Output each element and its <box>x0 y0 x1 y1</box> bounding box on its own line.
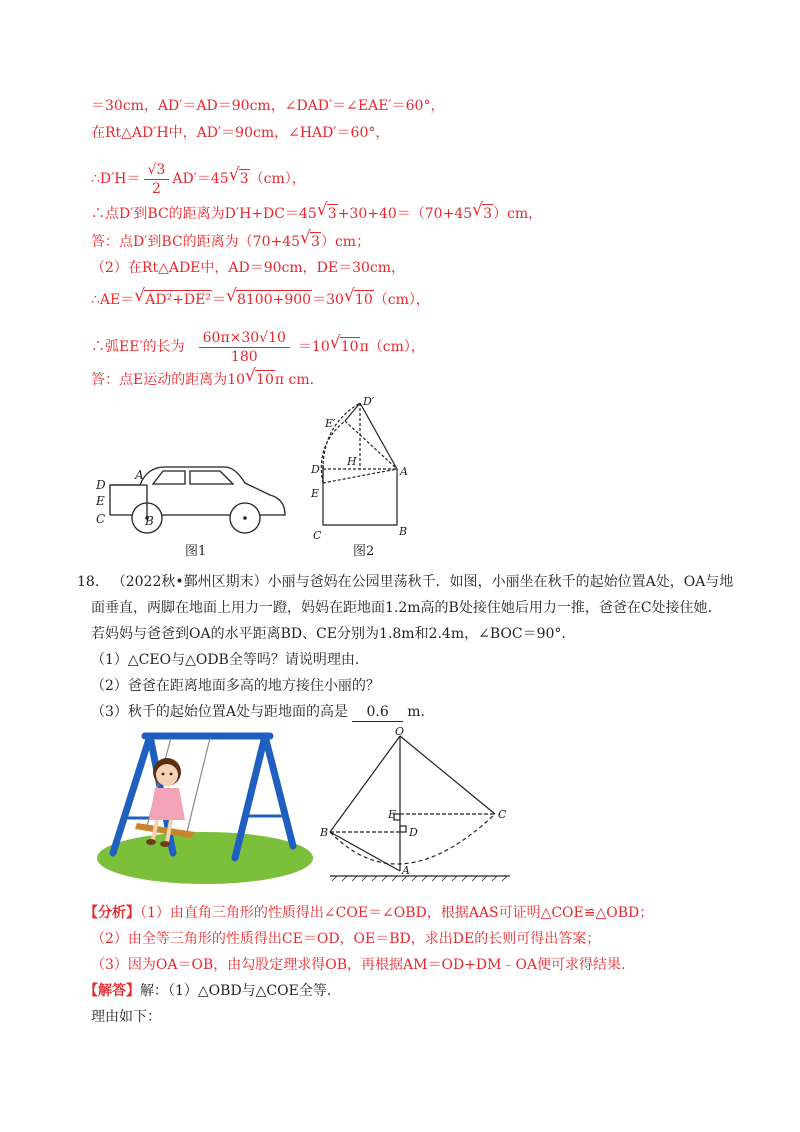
sqrt-3 <box>230 169 250 188</box>
segment-ea <box>323 469 397 483</box>
label-e3: E <box>388 808 397 821</box>
l8-mid: ＝10 <box>297 339 330 355</box>
analysis-line-2: （2）由全等三角形的性质得出CE＝OD，OE＝BD，求出DE的长则可得出答案； <box>91 931 601 947</box>
rect-dcba <box>323 465 397 525</box>
sqrt-10 <box>345 290 374 309</box>
radicand: 10 <box>256 372 274 388</box>
segment-oc <box>400 736 495 814</box>
label-a: A <box>135 468 144 482</box>
problem-source: （2022秋•鄞州区期末） <box>111 574 268 590</box>
wheel-hub <box>243 516 247 520</box>
fraction-sqrt3-over-2 <box>144 161 170 198</box>
fraction-numerator: √3 <box>144 161 170 180</box>
question-3 <box>91 703 425 722</box>
answer-line-2: 理由如下： <box>91 1009 161 1025</box>
l7-eq: ＝ <box>211 292 226 308</box>
right-angle-d <box>400 826 406 832</box>
l7-prefix: ∴AE＝ <box>91 292 135 308</box>
problem-18-line-3: 若妈妈与爸爸到OA的水平距离BD、CE分别为1.8m和2.4m，∠BOC＝90°. <box>91 626 566 642</box>
l9-prefix: 答：点E运动的距离为10 <box>91 372 246 388</box>
fraction-denominator: 180 <box>230 348 258 365</box>
q3-prefix: （3）秋千的起始位置A处与距地面的高是 <box>91 704 349 720</box>
l4-suffix: ）cm， <box>493 206 543 222</box>
swing-illustration <box>95 728 315 888</box>
radicand: AD²+DE² <box>145 292 211 308</box>
label-e: E <box>96 494 105 508</box>
label-c3: C <box>498 808 507 821</box>
solution-line-5 <box>91 232 370 251</box>
sqrt-3 <box>301 232 321 251</box>
l7-suffix: （cm）， <box>373 292 430 308</box>
label-a2: A <box>400 465 408 478</box>
ground-hatching <box>332 876 507 881</box>
solution-line-2: 在Rt△AD′H中，AD′＝90cm，∠HAD′＝60°， <box>91 125 390 141</box>
label-a3: A <box>402 864 410 877</box>
sqrt-3 <box>318 204 338 223</box>
grass-ground <box>97 832 313 884</box>
label-d-prime: D′ <box>363 395 375 408</box>
problem-18-line-2: 面垂直，两脚在地面上用力一蹬，妈妈在距地面1.2m高的B处接住她后用力一推，爸爸在C处接住她． <box>91 600 722 616</box>
l7-mid: ＝30 <box>312 292 344 308</box>
problem-18-line-1 <box>77 573 733 591</box>
question-1: （1）△CEO与△ODB全等吗？请说明理由. <box>91 652 360 668</box>
label-e2: E <box>311 487 320 500</box>
answer-line-1 <box>84 982 331 1000</box>
solution-line-7 <box>91 290 430 309</box>
fig1-caption: 图1 <box>185 544 207 559</box>
sqrt-10 <box>246 370 275 389</box>
radicand: 10 <box>340 339 359 355</box>
fig2-caption: 图2 <box>353 544 375 559</box>
solution-line-6: （2）在Rt△ADE中，AD＝90cm，DE＝30cm， <box>91 260 406 276</box>
segment-ba <box>330 832 400 871</box>
solution-line-9 <box>91 370 314 389</box>
radicand: 3 <box>239 171 249 187</box>
radicand: 10 <box>354 292 373 308</box>
l8-prefix: ∴弧EE′的长为 <box>91 339 185 355</box>
l4-mid: +30+40＝（70+45 <box>337 206 473 222</box>
l9-suffix: π cm. <box>274 372 315 388</box>
solution-line-8 <box>91 318 425 365</box>
sqrt-10 <box>331 337 360 356</box>
question-2: （2）爸爸在距离地面多高的地方接住小丽的？ <box>91 678 380 694</box>
radicand: 3 <box>327 206 337 222</box>
solution-line-3 <box>91 150 306 197</box>
sqrt-ad2-de2 <box>135 290 212 309</box>
label-d2: D <box>311 463 320 476</box>
label-b: B <box>145 514 154 528</box>
q3-answer: 0.6 <box>352 703 402 722</box>
label-d3: D <box>409 826 418 839</box>
arc-swing-path <box>330 814 495 864</box>
l3-mid: AD′＝45 <box>172 171 229 187</box>
label-o: O <box>395 726 405 738</box>
car-window-front <box>153 471 185 484</box>
q3-suffix: m. <box>407 704 425 720</box>
analysis-text-1: （1）由直角三角形的性质得出∠COE＝∠OBD，根据AAS可证明△COE≌△OBD； <box>140 905 654 921</box>
analysis-line-3: （3）因为OA＝OB，由勾股定理求得OB，再根据AM＝OD+DM﹣OA便可求得结果. <box>91 957 626 973</box>
answer-text-1: 解：（1）△OBD与△COE全等. <box>140 983 332 999</box>
l5-prefix: 答：点D′到BC的距离为（70+45 <box>91 234 301 250</box>
label-b3: B <box>320 826 329 839</box>
label-c: C <box>96 512 106 526</box>
l8-suffix: π（cm）， <box>359 339 425 355</box>
segment-ad-prime <box>360 403 397 469</box>
fraction-arc-length <box>199 329 290 366</box>
label-e-prime: E′ <box>325 417 336 430</box>
label-c2: C <box>313 529 322 542</box>
label-b2: B <box>399 525 408 538</box>
figure-2-rotation <box>305 395 430 565</box>
sqrt-8100-900 <box>227 290 312 309</box>
label-h: H <box>347 455 357 468</box>
problem-text-1: 小丽与爸妈在公园里荡秋千．如图，小丽坐在秋千的起始位置A处，OA与地 <box>267 574 734 590</box>
fraction-denominator: 2 <box>151 180 161 197</box>
car-window-rear <box>190 471 233 484</box>
fraction-numerator: 60π×30√10 <box>199 329 290 348</box>
solution-line-4 <box>91 204 542 223</box>
l4-prefix: ∴点D′到BC的距离为D′H+DC＝45 <box>91 206 317 222</box>
analysis-tag: 【分析】 <box>84 905 140 921</box>
figure-1-car <box>85 455 300 565</box>
analysis-line-1 <box>84 904 653 922</box>
answer-tag: 【解答】 <box>84 983 140 999</box>
problem-number: 18. <box>77 574 100 590</box>
sqrt-3 <box>473 204 493 223</box>
l3-suffix: （cm）， <box>249 171 306 187</box>
radicand: 8100+900 <box>236 292 312 308</box>
solution-line-1: ＝30cm，AD′＝AD＝90cm，∠DAD′＝∠EAE′＝60°， <box>91 98 445 114</box>
radicand: 3 <box>483 206 493 222</box>
label-d: D <box>96 478 106 492</box>
radicand: 3 <box>311 234 320 250</box>
segment-d-prime-e-prime <box>345 403 360 421</box>
l3-prefix: ∴D′H＝ <box>91 171 141 187</box>
l5-suffix: ）cm； <box>320 234 371 250</box>
swing-geometry-diagram <box>320 726 520 886</box>
